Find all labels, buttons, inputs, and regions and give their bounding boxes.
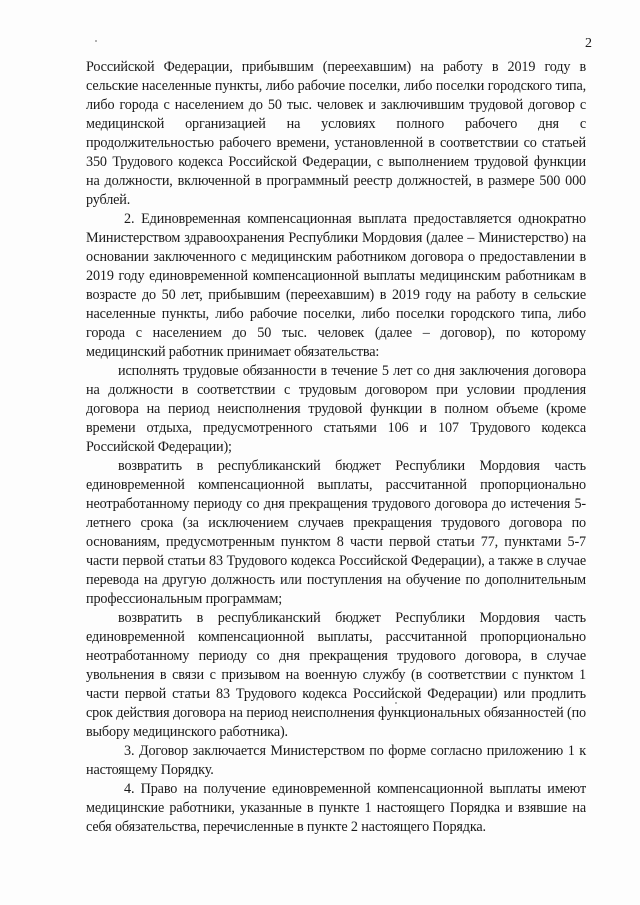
- page-number: 2: [585, 36, 592, 51]
- paragraph-item-3: 3. Договор заключается Министерством по форме согласно приложению 1 к настоящему Порядку.: [86, 743, 586, 778]
- document-body: [86, 58, 586, 837]
- paragraph-item-2: 2. Единовременная компенсационная выплата предоставляется однократно Министерством здравоохранения Республики Мордовия (далее – Министерство) на основании заключенного с медицинским работником договора о предоставлении в 2019 году единовременной компенсационной выплаты медицинским работникам в возрасте до 50 лет, прибывшим (переехавшим) в 2019 году на работу в сельские населенные пункты, либо рабочие поселки, либо поселки городского типа, либо города с населением до 50 тыс. человек (далее – договор), по которому медицинский работник принимает обязательства:: [86, 211, 586, 360]
- paragraph-continuation: Российской Федерации, прибывшим (переехавшим) на работу в 2019 году в сельские населенные пункты, либо рабочие поселки, либо поселки городского типа, либо города с населением до 50 тыс. человек и заключившим трудовой договор с медицинской организацией на условиях полного рабочего дня с продолжительностью рабочего времени, установленной в соответствии со статьей 350 Трудового кодекса Российской Федерации, с выполнением трудовой функции на должности, включенной в программный реестр должностей, в размере 500 000 рублей.: [86, 59, 586, 208]
- paragraph-item-4: 4. Право на получение единовременной компенсационной выплаты имеют медицинские работники, указанные в пункте 1 настоящего Порядка и взявшие на себя обязательства, перечисленные в пункте 2 настоящего Порядка.: [86, 781, 586, 835]
- scan-speck: [95, 40, 97, 42]
- paragraph-obligation-3: возвратить в республиканский бюджет Республики Мордовия часть единовременной компенсационной выплаты, рассчитанной пропорционально неотработанному периоду со дня прекращения трудового договора, в случае увольнения в связи с призывом на военную службу (в соответствии с пунктом 1 части первой статьи 83 Трудового кодекса Российской Федерации) или продлить срок действия договора на период неисполнения функциональных обязанностей (по выбору медицинского работника).: [86, 610, 586, 740]
- paragraph-obligation-1: исполнять трудовые обязанности в течение 5 лет со дня заключения договора на должности в соответствии с трудовым договором при условии продления договора на период неисполнения трудовой функции в полном объеме (кроме времени отдыха, предусмотренного статьями 106 и 107 Трудового кодекса Российской Федерации);: [86, 363, 586, 455]
- paragraph-obligation-2: возвратить в республиканский бюджет Республики Мордовия часть единовременной компенсационной выплаты, рассчитанной пропорционально неотработанному периоду со дня прекращения трудового договора до истечения 5-летнего срока (за исключением случаев прекращения трудового договора по основаниям, предусмотренным пунктом 8 части первой статьи 77, пунктами 5-7 части первой статьи 83 Трудового кодекса Российской Федерации), а также в случае перевода на другую должность или поступления на обучение по дополнительным профессиональным программам;: [86, 458, 586, 607]
